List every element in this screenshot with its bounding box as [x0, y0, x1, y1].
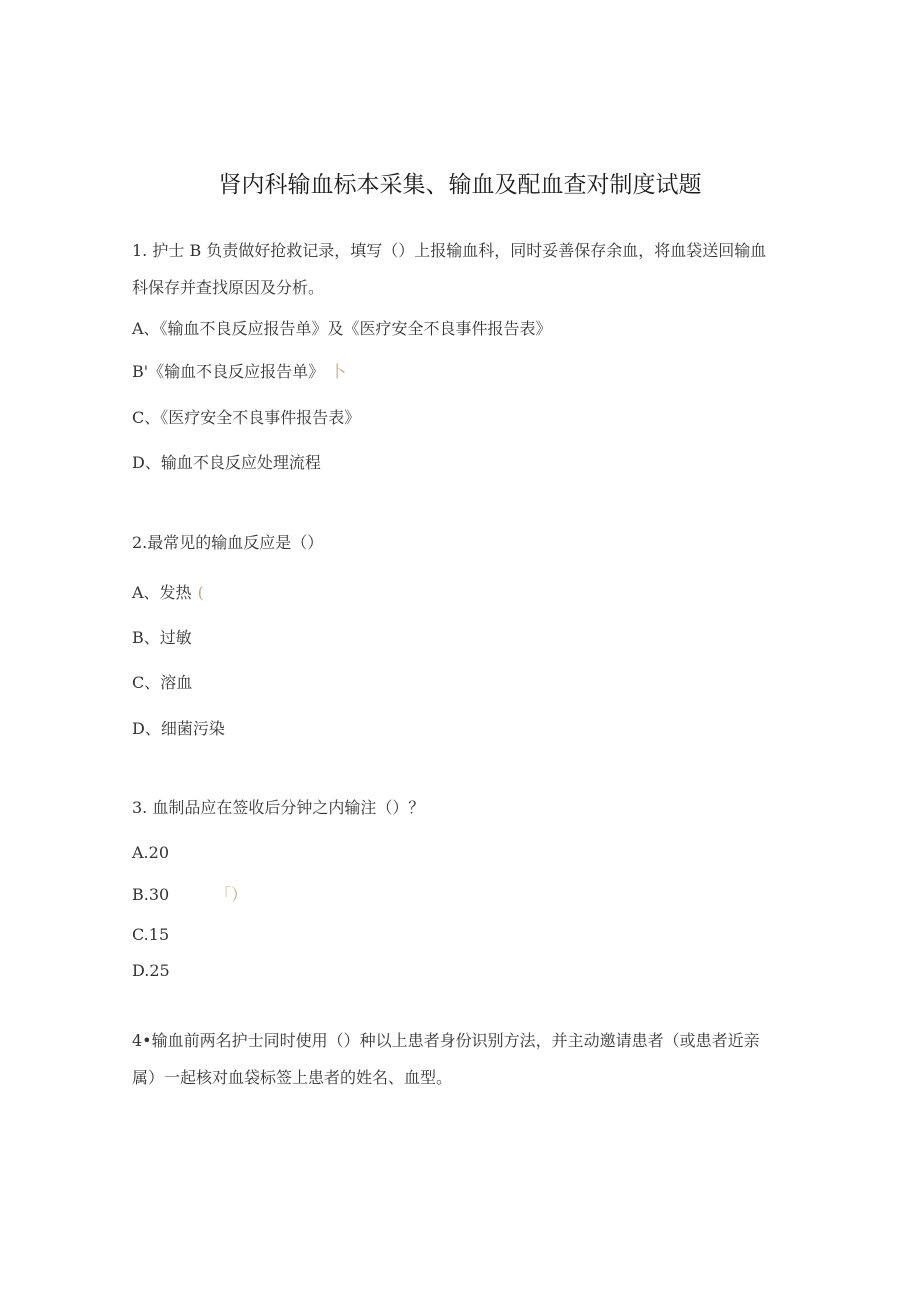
question-3-option-d: D.25 [132, 961, 170, 980]
question-1-answer-mark: 卜 [330, 362, 347, 381]
question-3-answer-mark: 「） [215, 885, 248, 904]
question-1-option-b [132, 359, 346, 382]
question-3-option-c: C.15 [132, 925, 170, 944]
question-2-option-a [132, 580, 204, 603]
question-3-option-a: A.20 [132, 843, 169, 862]
question-2-option-c: C、溶血 [132, 673, 193, 692]
question-3-option-b-text: B.30 [132, 885, 170, 904]
question-4-stem: 4•输血前两名护士同时使用（）种以上患者身份识别方法，并主动邀请患者（或患者近亲属）一起核对血袋标签上患者的姓名、血型。 [132, 1031, 760, 1087]
question-1-option-b-text: B'《输血不良反应报告单》 [132, 362, 325, 381]
question-2-option-a-text: A、发热 [132, 583, 192, 602]
question-2-option-d: D、细菌污染 [132, 719, 225, 738]
question-2-stem: 2.最常见的输血反应是（） [132, 533, 324, 552]
question-1-option-a: A、《输血不良反应报告单》及《医疗安全不良事件报告表》 [132, 319, 552, 338]
page-title: 肾内科输血标本采集、输血及配血查对制度试题 [218, 172, 702, 198]
question-1-option-c: C、《医疗安全不良事件报告表》 [132, 408, 361, 427]
question-3-option-b [132, 882, 247, 905]
question-1-option-d: D、输血不良反应处理流程 [132, 453, 321, 472]
question-2-answer-mark: ( [197, 583, 204, 602]
question-1-stem: 1. 护士 B 负责做好抢救记录，填写（）上报输血科，同时妥善保存余血，将血袋送回输血科保存并查找原因及分析。 [132, 241, 767, 297]
question-2-option-b: B、过敏 [132, 628, 192, 647]
question-3-stem: 3. 血制品应在签收后分钟之内输注（）？ [132, 798, 425, 817]
